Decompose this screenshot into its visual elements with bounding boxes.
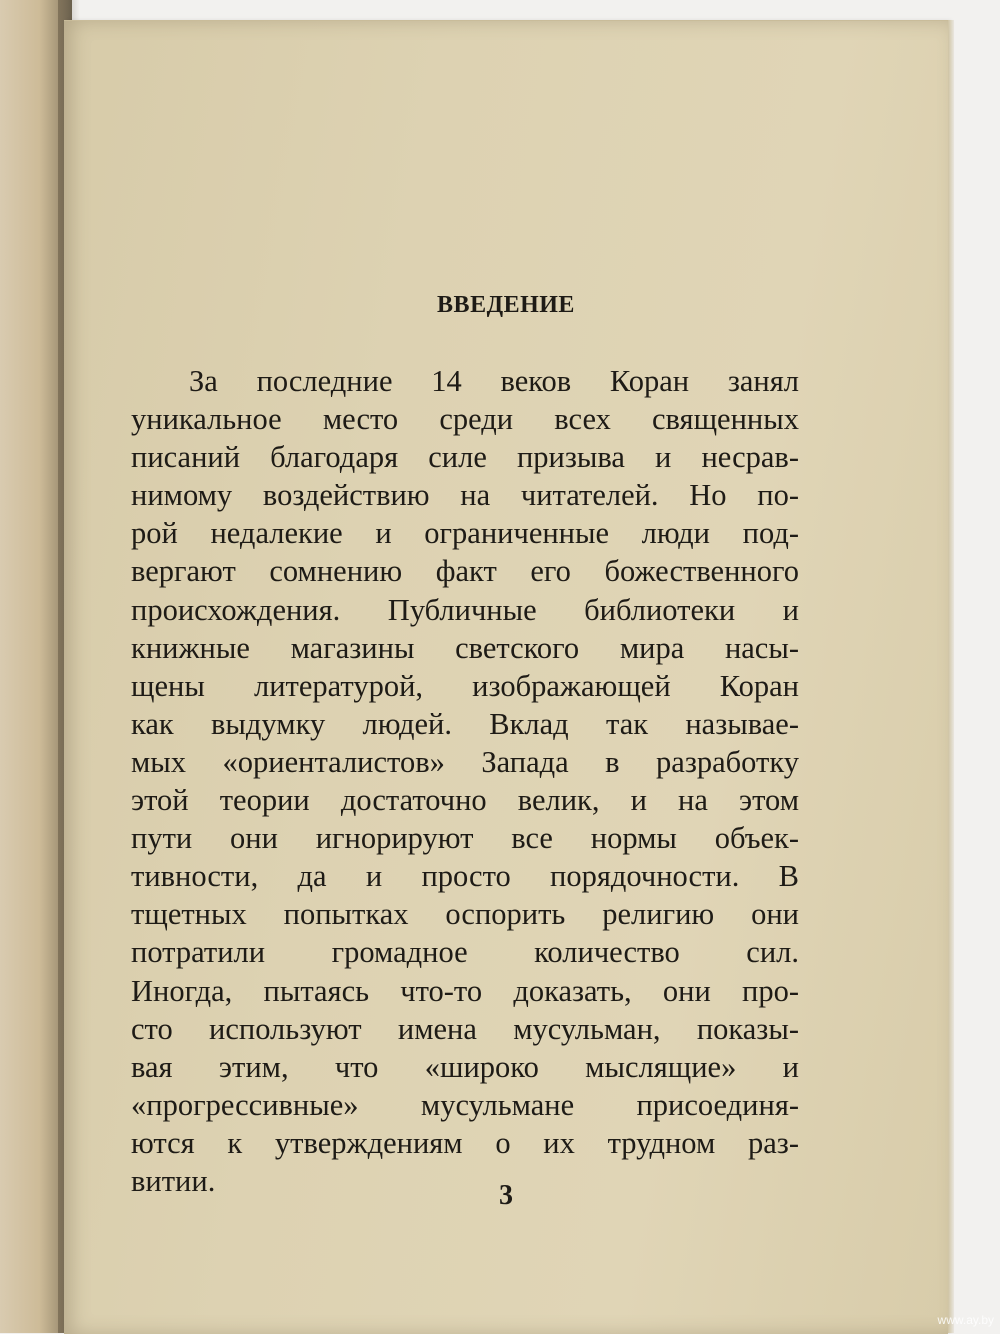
text-line: тщетных попытках оспорить религию они [131,897,799,932]
text-line: книжные магазины светского мира насы- [131,630,799,665]
text-line: вая этим, что «широко мыслящие» и [131,1049,799,1084]
watermark: www.ay.by [937,1313,994,1327]
text-line: этой теории достаточно велик, и на этом [131,783,799,818]
text-line: как выдумку людей. Вклад так называе- [131,706,799,741]
body-text [131,362,799,1200]
text-line: витии. [131,1163,216,1198]
text-line: вергают сомнению факт его божественного [131,554,799,589]
text-line: уникальное место среди всех священных [131,402,799,437]
text-line: Иногда, пытаясь что-то доказать, они про- [131,973,799,1008]
text-line: За последние 14 веков Коран занял [189,364,799,398]
text-line: щены литературой, изображающей Коран [131,668,799,703]
page-right-edge [948,20,954,1333]
text-line: пути они игнорируют все нормы объек- [131,821,799,856]
page-number: 3 [499,1180,513,1211]
text-line: «прогрессивные» мусульмане присоединя- [131,1087,799,1122]
text-line: тивности, да и просто порядочности. В [131,859,799,894]
text-line: потратили громадное количество сил. [131,935,799,970]
text-line: ются к утверждениям о их трудном раз- [131,1125,799,1160]
text-line: мых «ориенталистов» Запада в разработку [131,744,799,779]
text-line: нимому воздействию на читателей. Но по- [131,478,799,513]
text-line: рой недалекие и ограниченные люди под- [131,516,799,551]
text-line: происхождения. Публичные библиотеки и [131,592,799,627]
text-line: сто используют имена мусульман, показы- [131,1011,799,1046]
chapter-heading: ВВЕДЕНИЕ [437,292,575,318]
text-line: писаний благодаря силе призыва и несрав- [131,440,799,475]
